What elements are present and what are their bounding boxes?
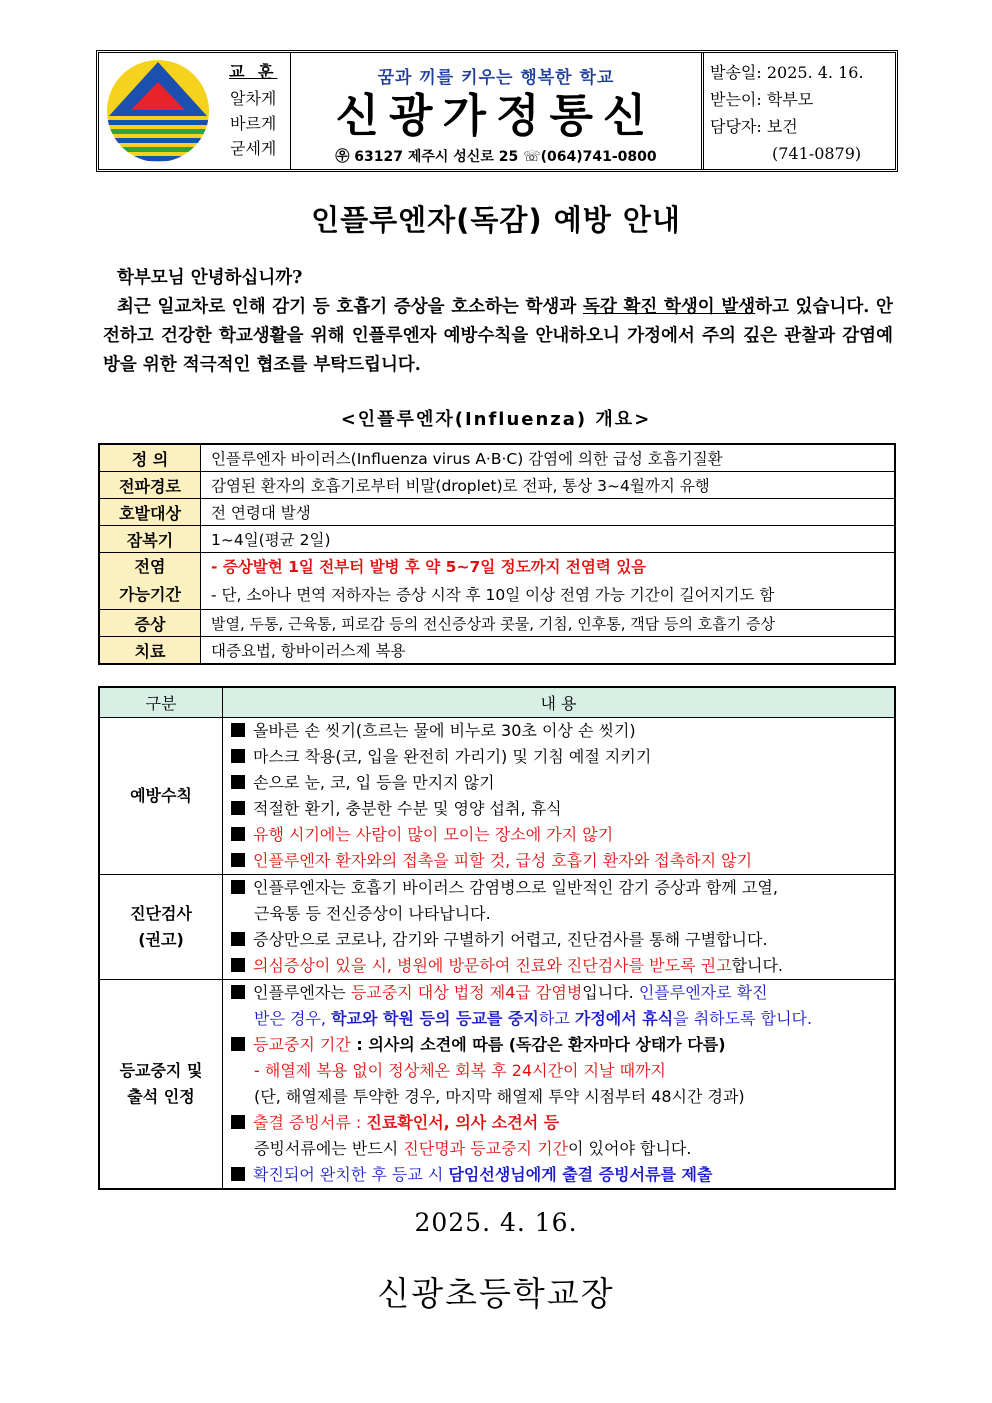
table-row [99, 610, 895, 637]
bullet-square-icon [231, 853, 245, 867]
contagious-line: - 단, 소아나 면역 저하자는 증상 시작 후 10일 이상 전염 가능 기간이 길어지기도 함 [211, 586, 775, 604]
list-item-continuation: 근육통 등 전신증상이 나타납니다. [254, 904, 491, 923]
motto-line: 굳세게 [230, 139, 277, 158]
row-label: 증상 [99, 610, 201, 637]
row-label: 호발대상 [99, 499, 201, 526]
intro-paragraph [103, 293, 893, 380]
list-item [231, 875, 886, 901]
motto-line: 바르게 [230, 114, 277, 133]
item-text: 유행 시기에는 사람이 많이 모이는 장소에 가지 않기 [253, 825, 614, 844]
list-item [231, 927, 886, 953]
contagious-line: - 증상발현 1일 전부터 발병 후 약 5~7일 정도까지 전염력 있음 [211, 558, 647, 576]
header-center [291, 53, 701, 169]
item-text: 학교와 학원 등의 등교를 중지 [331, 1009, 539, 1028]
item-text: 을 취하도록 합니다. [673, 1009, 813, 1028]
school-slogan: 꿈과 끼를 키우는 행복한 학교 [377, 68, 615, 88]
page-title: 인플루엔자(독감) 예방 안내 [311, 203, 681, 237]
item-text: 손으로 눈, 코, 입 등을 만지지 않기 [253, 773, 495, 792]
item-text: 진단명과 등교중지 기간 [403, 1139, 569, 1158]
item-text: 출결 증빙서류 : [253, 1113, 367, 1132]
motto-line: 알차게 [230, 89, 277, 108]
item-text: 합니다. [731, 956, 784, 975]
item-text: 받은 경우, [254, 1009, 332, 1028]
item-text: 인플루엔자 환자와의 접촉을 피할 것, 급성 호흡기 환자와 접촉하지 않기 [253, 851, 753, 870]
item-text: 진료확인서, 의사 소견서 등 [366, 1113, 560, 1132]
row-value: 1~4일(평균 2일) [201, 526, 896, 553]
bullet-square-icon [231, 749, 245, 763]
table-row [99, 980, 895, 1190]
row-value: 감염된 환자의 호흡기로부터 비말(droplet)로 전파, 통상 3~4월까지 유행 [201, 472, 896, 499]
list-item [231, 1110, 886, 1136]
list-item [231, 796, 886, 822]
row-label: 정 의 [99, 444, 201, 472]
row-label: 전파경로 [99, 472, 201, 499]
header-left [99, 53, 291, 169]
item-text: 올바른 손 씻기(흐르는 물에 비누로 30초 이상 손 씻기) [253, 721, 636, 740]
item-text: 증빙서류에는 반드시 [254, 1139, 404, 1158]
school-logo [99, 53, 216, 169]
header-meta [701, 53, 895, 169]
category-label-line: 진단검사 [130, 904, 192, 923]
item-text: 의심증상이 있을 시, 병원에 방문하여 진료와 진단검사를 받도록 권고 [253, 956, 732, 975]
document-date: 2025. 4. 16. [414, 1208, 578, 1237]
item-text: 하고 [538, 1009, 575, 1028]
list-item [231, 953, 886, 979]
overview-title: <인플루엔자(Influenza) 개요> [340, 409, 652, 430]
intro-part1: 최근 일교차로 인해 감기 등 호흡기 증상을 호소하는 학생과 [117, 297, 583, 317]
intro-part2: 하고 있습니다. 안전하고 건강한 학교생활을 위해 인플루엔자 예방수칙을 안내하오니 가정에서 주의 깊은 관찰과 감염예방을 위한 적극적인 협조를 부탁드립니다. [103, 297, 893, 375]
intro-text [103, 264, 893, 380]
list-item [231, 822, 886, 848]
row-value: 전 연령대 발생 [201, 499, 896, 526]
list-item [231, 744, 886, 770]
table-row [99, 875, 895, 980]
row-label: 치료 [99, 637, 201, 665]
item-text: 등교중지 기간 [253, 1035, 351, 1054]
list-item [231, 718, 886, 744]
bullet-square-icon [231, 801, 245, 815]
greeting: 학부모님 안녕하십니까? [117, 268, 303, 288]
item-text: 가정에서 휴식 [574, 1009, 674, 1028]
item-text: : 의사의 소견에 따름 (독감은 환자마다 상태가 다름) [350, 1035, 726, 1054]
category-label [99, 980, 223, 1190]
diagnosis-list [223, 875, 896, 980]
motto-title: 교 훈 [228, 62, 278, 81]
row-label-line: 가능기간 [119, 585, 181, 604]
bullet-square-icon [231, 1037, 245, 1051]
row-label: 잠복기 [99, 526, 201, 553]
item-text: 등교중지 대상 법정 제4급 감염병 [350, 983, 583, 1002]
table-row [99, 553, 895, 610]
item-text: 확진되어 완치한 후 등교 시 [253, 1165, 449, 1184]
list-item-continuation: (단, 해열제를 투약한 경우, 마지막 해열제 투약 시점부터 48시간 경과) [254, 1087, 745, 1106]
overview-table [98, 443, 896, 665]
newsletter-header [96, 50, 898, 172]
item-text: 인플루엔자로 확진 [638, 983, 768, 1002]
item-text: 입니다. [582, 983, 639, 1002]
item-text: 인플루엔자는 호흡기 바이러스 감염병으로 일반적인 감기 증상과 함께 고열, [253, 878, 778, 897]
item-text: 담임선생님에게 출결 증빙서류를 제출 [448, 1165, 713, 1184]
bullet-square-icon [231, 880, 245, 894]
manager: 담당자: 보건 [710, 117, 798, 136]
table-row [99, 526, 895, 553]
absence-list [223, 980, 896, 1190]
item-text: 마스크 착용(코, 입을 완전히 가리기) 및 기침 예절 지키기 [253, 747, 652, 766]
row-value: 발열, 두통, 근육통, 피로감 등의 전신증상과 콧물, 기침, 인후통, 객담 등의 호흡기 증상 [201, 610, 896, 637]
issue-date: 발송일: 2025. 4. 16. [710, 63, 864, 82]
bullet-square-icon [231, 1167, 245, 1181]
category-label [99, 875, 223, 980]
recipient: 받는이: 학부모 [710, 90, 814, 109]
category-label-line: (권고) [138, 930, 184, 949]
table-row [99, 718, 895, 875]
list-item [231, 980, 886, 1006]
list-item-continuation [231, 1136, 886, 1162]
row-value: 대증요법, 항바이러스제 복용 [201, 637, 896, 665]
row-label [99, 553, 201, 610]
bullet-square-icon [231, 932, 245, 946]
category-label-line: 출석 인정 [127, 1087, 195, 1106]
guide-table [98, 686, 896, 1190]
item-text: 적절한 환기, 충분한 수분 및 영양 섭취, 휴식 [253, 799, 562, 818]
bullet-square-icon [231, 827, 245, 841]
item-text: 이 있어야 합니다. [568, 1139, 692, 1158]
item-text: 인플루엔자는 [253, 983, 351, 1002]
row-label-line: 전염 [134, 557, 166, 576]
school-emblem-icon [105, 58, 211, 164]
column-header: 내 용 [223, 687, 896, 718]
bullet-square-icon [231, 958, 245, 972]
table-row [99, 637, 895, 665]
list-item [231, 1162, 886, 1188]
list-item-continuation: - 해열제 복용 없이 정상체온 회복 후 24시간이 지날 때까지 [254, 1061, 666, 1080]
school-address: ㉾ 63127 제주시 성신로 25 ☏(064)741-0800 [335, 149, 657, 165]
school-motto [216, 53, 290, 169]
principal-signature: 신광초등학교장 [377, 1274, 615, 1313]
list-item-continuation [231, 1006, 886, 1032]
category-label-line: 등교중지 및 [119, 1061, 203, 1080]
item-text: 증상만으로 코로나, 감기와 구별하기 어렵고, 진단검사를 통해 구별합니다. [253, 930, 768, 949]
row-value: 인플루엔자 바이러스(Influenza virus A·B·C) 감염에 의한 급성 호흡기질환 [201, 444, 896, 472]
bullet-square-icon [231, 723, 245, 737]
list-item [231, 848, 886, 874]
bullet-square-icon [231, 775, 245, 789]
prevention-list [223, 718, 896, 875]
column-header: 구분 [99, 687, 223, 718]
manager-phone: (741-0879) [772, 144, 862, 163]
newsletter-title: 신광가정통신 [335, 89, 657, 142]
table-header-row [99, 687, 895, 718]
intro-underlined: 독감 확진 학생이 발생 [582, 297, 756, 317]
table-row [99, 444, 895, 472]
table-row [99, 472, 895, 499]
row-value [201, 553, 896, 610]
bullet-square-icon [231, 1115, 245, 1129]
table-row [99, 499, 895, 526]
list-item [231, 770, 886, 796]
bullet-square-icon [231, 985, 245, 999]
list-item [231, 1032, 886, 1058]
category-label: 예방수칙 [99, 718, 223, 875]
